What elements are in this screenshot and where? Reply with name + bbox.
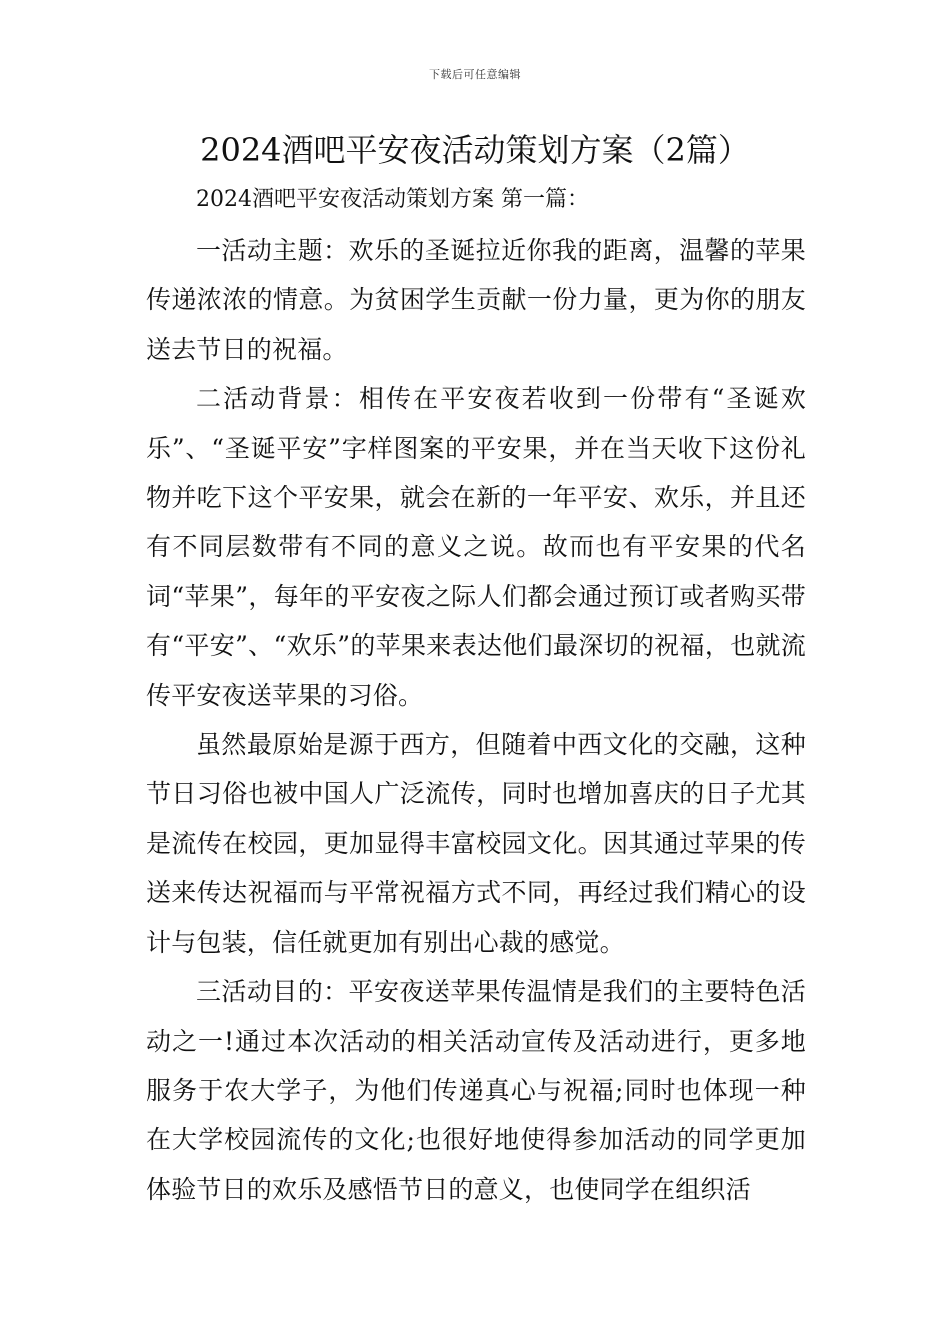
document-body [146, 226, 806, 1214]
paragraph-theme: 一活动主题：欢乐的圣诞拉近你我的距离，温馨的苹果传递浓浓的情意。为贫困学生贡献一份力量，更为你的朋友送去节日的祝福。 [146, 236, 806, 364]
paragraph-origin: 虽然最原始是源于西方，但随着中西文化的交融，这种节日习俗也被中国人广泛流传，同时也增加喜庆的日子尤其是流传在校园，更加显得丰富校园文化。因其通过苹果的传送来传达祝福而与平常祝福方式不同，再经过我们精心的设计与包装，信任就更加有别出心裁的感觉。 [146, 730, 806, 957]
header-note: 下载后可任意编辑 [429, 68, 521, 81]
section-subtitle: 2024酒吧平安夜活动策划方案 第一篇： [196, 187, 589, 212]
document-title: 2024酒吧平安夜活动策划方案（2篇） [200, 131, 750, 169]
paragraph-background: 二活动背景：相传在平安夜若收到一份带有“圣诞欢乐”、“圣诞平安”字样图案的平安果，并在当天收下这份礼物并吃下这个平安果，就会在新的一年平安、欢乐，并且还有不同层数带有不同的意义之说。故而也有平安果的代名词“苹果”，每年的平安夜之际人们都会通过预订或者购买带有“平安”、“欢乐”的苹果来表达他们最深切的祝福，也就流传平安夜送苹果的习俗。 [146, 384, 806, 710]
paragraph-purpose: 三活动目的：平安夜送苹果传温情是我们的主要特色活动之一!通过本次活动的相关活动宣传及活动进行，更多地服务于农大学子，为他们传递真心与祝福;同时也体现一种在大学校园流传的文化;也很好地使得参加活动的同学更加体验节日的欢乐及感悟节日的意义，也使同学在组织活 [146, 977, 806, 1204]
